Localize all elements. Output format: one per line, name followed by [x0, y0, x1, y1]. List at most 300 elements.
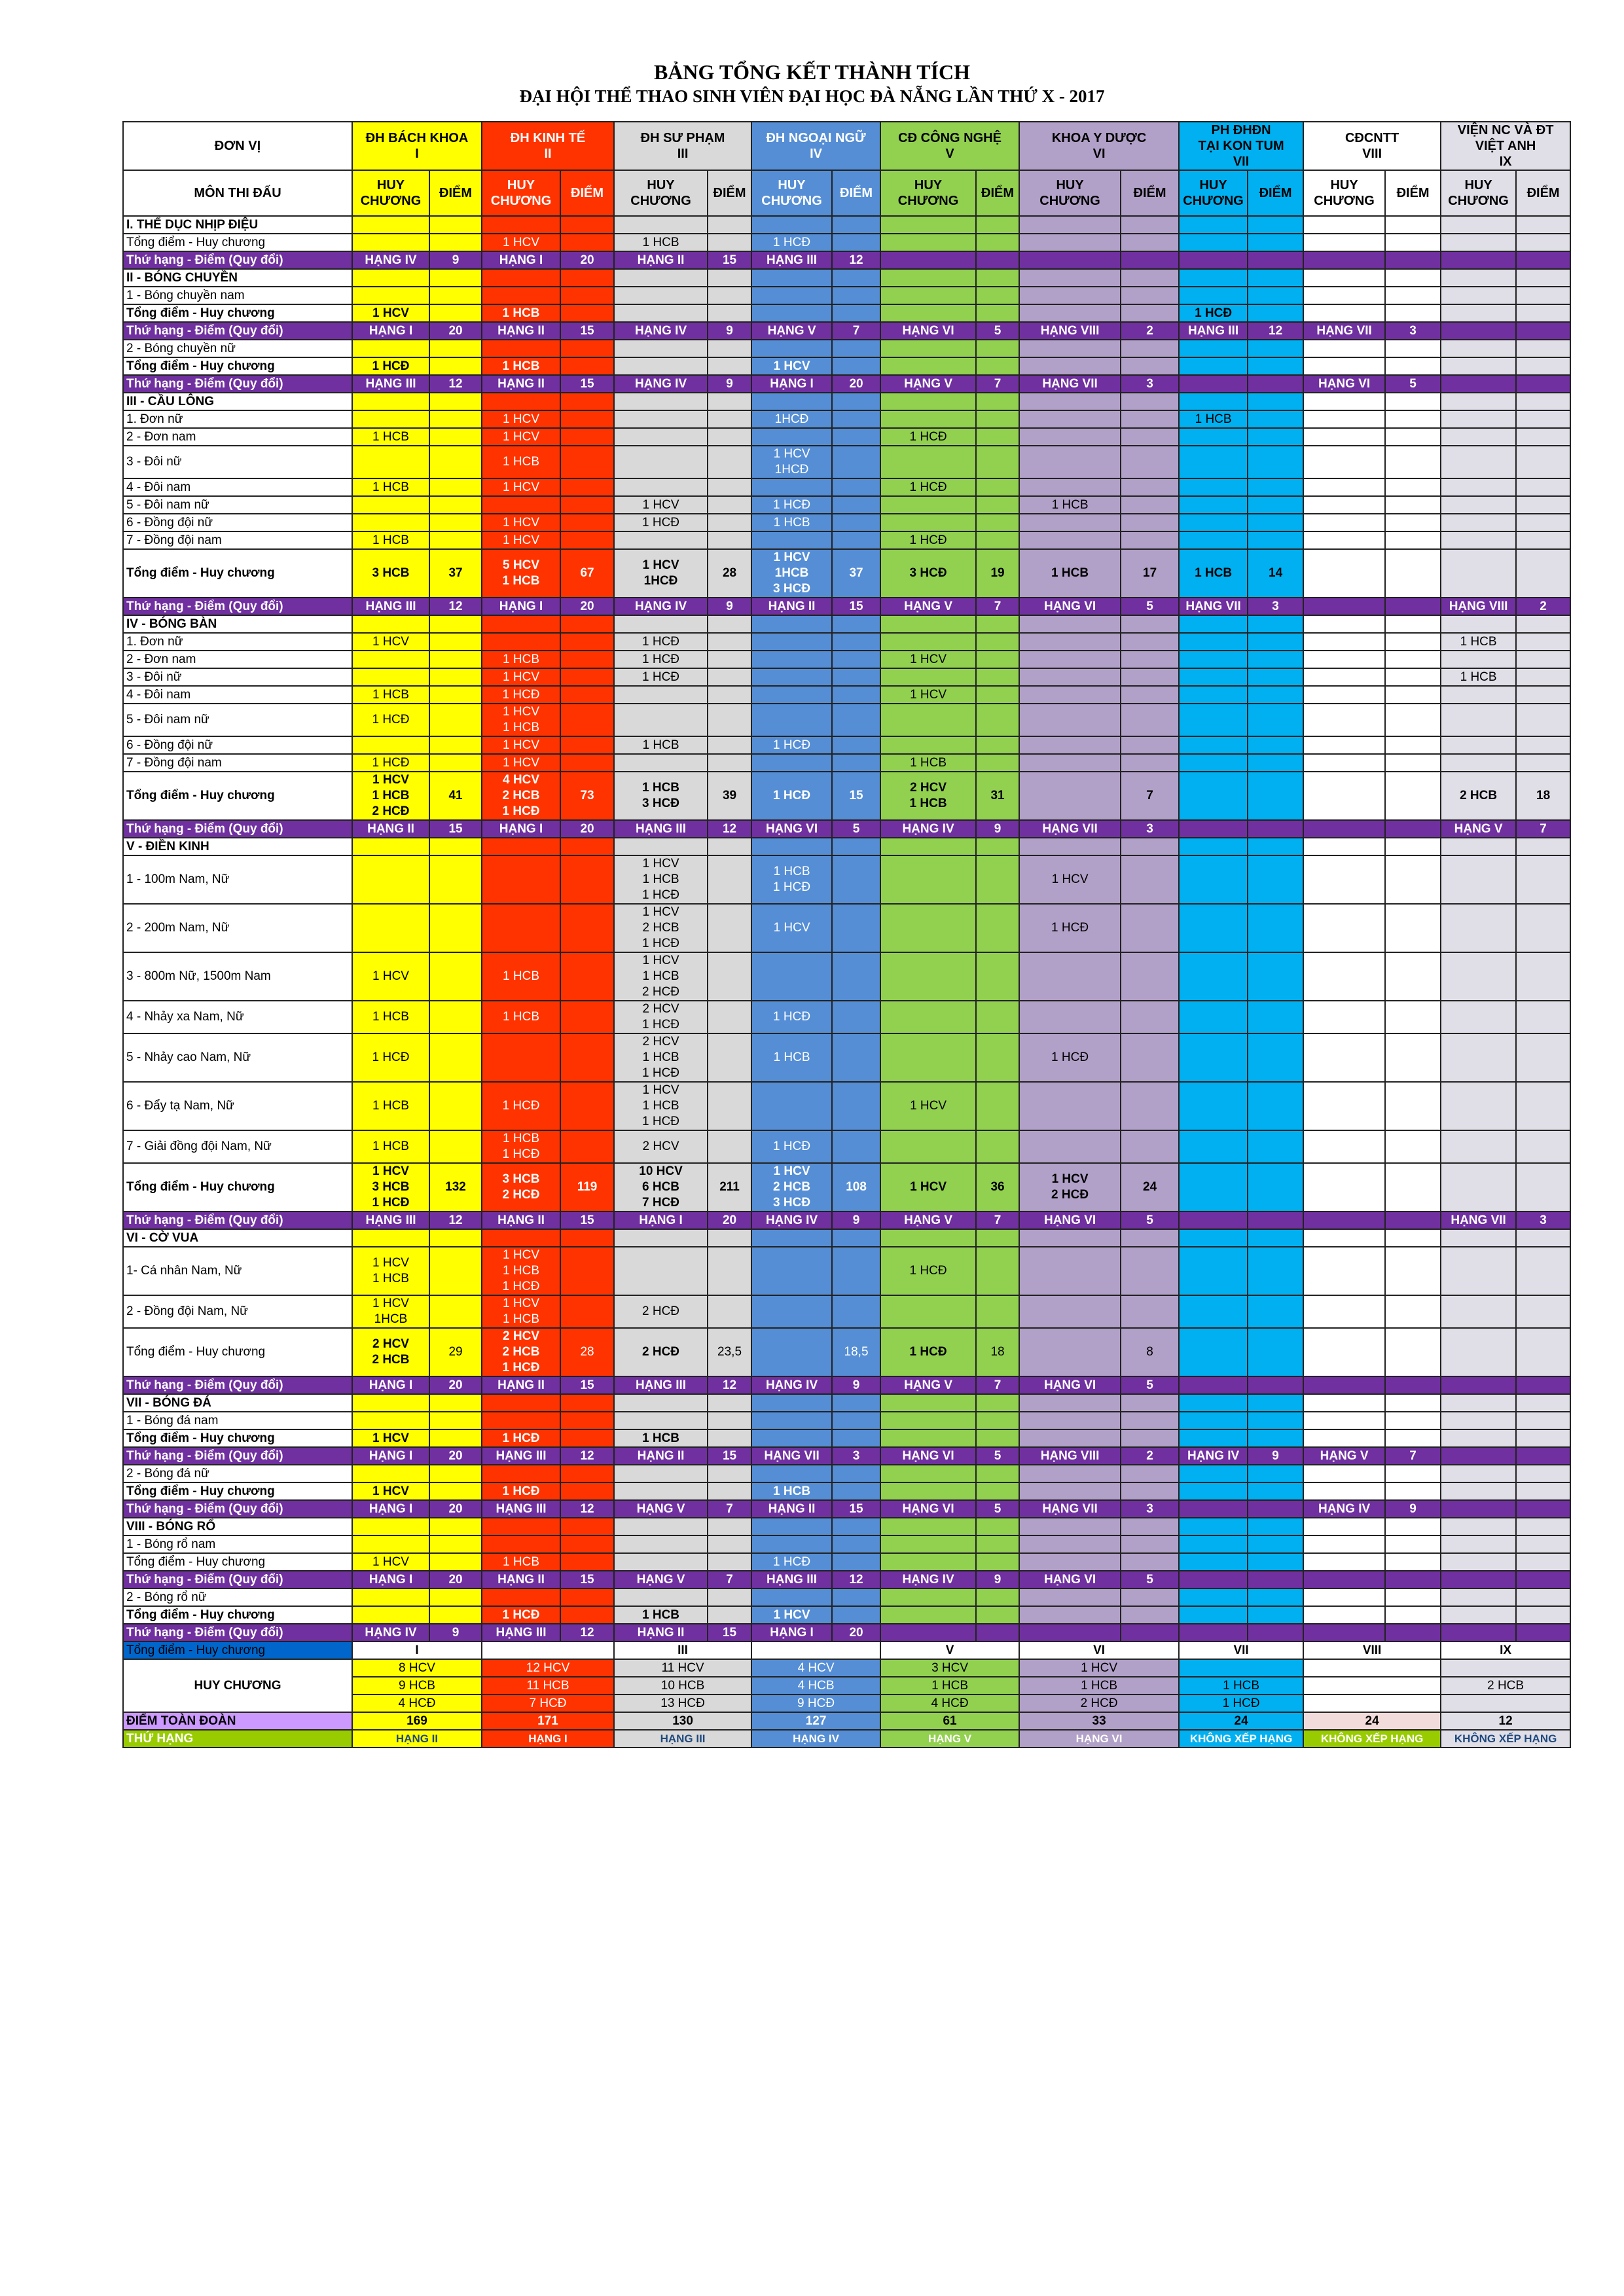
medal-cell: [1179, 514, 1248, 531]
points-cell: [1516, 234, 1570, 251]
medal-cell: [880, 736, 976, 754]
points-cell: [976, 304, 1019, 322]
points-cell: [1121, 1465, 1179, 1482]
points-cell: [1121, 287, 1179, 304]
rank-label: Thứ hạng - Điểm (Quy đổi): [123, 375, 352, 393]
points-cell: [976, 1247, 1019, 1295]
points-cell: [1385, 736, 1441, 754]
medal-cell: [1179, 615, 1248, 633]
points-cell: 9: [429, 1624, 482, 1641]
points-cell: [1516, 496, 1570, 514]
medal-cell: [1441, 1295, 1516, 1328]
summary-silver-count: 11 HCB: [482, 1677, 614, 1695]
points-cell: [976, 704, 1019, 736]
points-cell: 12: [832, 1571, 880, 1588]
unit-header: CĐCNTT VIII: [1303, 122, 1441, 170]
points-cell: [1248, 820, 1303, 838]
total-row: [123, 772, 1570, 820]
medal-cell: 1 HCĐ: [352, 1033, 429, 1082]
points-cell: [708, 754, 751, 772]
points-cell: [832, 1247, 880, 1295]
points-cell: [1248, 496, 1303, 514]
medal-cell: [880, 668, 976, 686]
medal-cell: [482, 393, 560, 410]
medal-cell: [1179, 1624, 1248, 1641]
points-cell: 12: [429, 1211, 482, 1229]
medal-cell: [1179, 855, 1248, 904]
medal-cell: [880, 1588, 976, 1606]
points-cell: [1516, 1130, 1570, 1163]
points-cell: [832, 357, 880, 375]
medal-cell: [614, 1535, 708, 1553]
medal-cell: [1179, 1247, 1248, 1295]
medal-cell: [352, 615, 429, 633]
points-cell: [1385, 1429, 1441, 1447]
medal-cell: HẠNG VII: [1441, 1211, 1516, 1229]
total-label: Tổng điểm - Huy chương: [123, 304, 352, 322]
points-cell: [429, 855, 482, 904]
event-label: 1- Cá nhân Nam, Nữ: [123, 1247, 352, 1295]
event-row: [123, 704, 1570, 736]
medal-cell: [1303, 357, 1385, 375]
medal-cell: [1441, 287, 1516, 304]
points-cell: [1121, 1535, 1179, 1553]
points-cell: 20: [560, 251, 614, 269]
medal-cell: 1 HCV 1 HCB 2 HCĐ: [352, 772, 429, 820]
medal-cell: [614, 269, 708, 287]
medal-cell: 2 HCV 2 HCB: [352, 1328, 429, 1376]
medal-cell: [1019, 1465, 1121, 1482]
points-cell: [708, 633, 751, 651]
medal-cell: [1441, 446, 1516, 478]
medal-cell: [1441, 531, 1516, 549]
medal-cell: [614, 686, 708, 704]
points-cell: [1248, 668, 1303, 686]
medal-cell: 1 HCĐ: [614, 514, 708, 531]
medal-cell: 1 HCV: [880, 686, 976, 704]
points-cell: [1516, 1447, 1570, 1465]
medal-cell: HẠNG I: [751, 1624, 832, 1641]
points-cell: [560, 234, 614, 251]
medal-cell: [352, 1465, 429, 1482]
points-cell: [1516, 514, 1570, 531]
medal-cell: [352, 393, 429, 410]
points-cell: [1248, 1624, 1303, 1641]
points-cell: 15: [832, 598, 880, 615]
medal-cell: HẠNG IV: [751, 1376, 832, 1394]
medal-cell: [880, 410, 976, 428]
medal-cell: [880, 1482, 976, 1500]
points-cell: 9: [976, 820, 1019, 838]
points-cell: [1385, 393, 1441, 410]
medal-cell: [1303, 1553, 1385, 1571]
points-cell: [560, 287, 614, 304]
medal-cell: [1441, 514, 1516, 531]
points-cell: [708, 1082, 751, 1130]
points-cell: [1121, 251, 1179, 269]
medal-cell: [1179, 1606, 1248, 1624]
medal-cell: [352, 838, 429, 855]
points-cell: [1385, 651, 1441, 668]
medal-cell: [1179, 1429, 1248, 1447]
medal-cell: HẠNG IV: [614, 598, 708, 615]
points-cell: [1516, 304, 1570, 322]
points-cell: [832, 904, 880, 952]
medal-cell: [1179, 428, 1248, 446]
medal-cell: [1303, 1130, 1385, 1163]
medal-cell: [751, 531, 832, 549]
event-row: [123, 287, 1570, 304]
medal-cell: [352, 514, 429, 531]
unit-header-label: ĐƠN VỊ: [123, 122, 352, 170]
medal-cell: 1 HCV: [482, 531, 560, 549]
points-cell: 67: [560, 549, 614, 598]
rank-row: [123, 1571, 1570, 1588]
event-row: [123, 1001, 1570, 1033]
medal-cell: 1 HCV: [482, 428, 560, 446]
medal-cell: 1 HCB: [482, 1001, 560, 1033]
points-cell: [560, 269, 614, 287]
points-cell: [1121, 393, 1179, 410]
points-cell: [1385, 952, 1441, 1001]
summary-points-value: 24: [1179, 1712, 1303, 1730]
medal-cell: HẠNG II: [751, 1500, 832, 1518]
medal-cell: [1441, 1606, 1516, 1624]
medal-cell: 1 HCV 1 HCB 2 HCĐ: [614, 952, 708, 1001]
medal-cell: [1441, 1229, 1516, 1247]
points-cell: 37: [429, 549, 482, 598]
rank-row: [123, 375, 1570, 393]
points-cell: [1248, 531, 1303, 549]
event-label: 6 - Đẩy tạ Nam, Nữ: [123, 1082, 352, 1130]
summary-rank-value: HẠNG II: [352, 1730, 482, 1748]
points-cell: [1385, 287, 1441, 304]
medal-cell: HẠNG VII: [1019, 1500, 1121, 1518]
medal-cell: [1303, 1394, 1385, 1412]
medal-cell: [880, 514, 976, 531]
summary-silver-count: 1 HCB: [880, 1677, 1019, 1695]
points-cell: [429, 216, 482, 234]
medal-cell: [1441, 234, 1516, 251]
medal-cell: [614, 1553, 708, 1571]
total-label: Tổng điểm - Huy chương: [123, 234, 352, 251]
points-cell: 15: [560, 322, 614, 340]
points-cell: [1516, 1535, 1570, 1553]
event-label: 2 - Bóng chuyền nữ: [123, 340, 352, 357]
points-cell: [1385, 1535, 1441, 1553]
points-cell: [832, 1130, 880, 1163]
medal-cell: [1019, 1429, 1121, 1447]
medal-cell: [1441, 1553, 1516, 1571]
medal-cell: [1303, 1465, 1385, 1482]
medal-cell: [1019, 1606, 1121, 1624]
points-cell: [1121, 1482, 1179, 1500]
points-cell: [1385, 838, 1441, 855]
points-cell: 9: [429, 251, 482, 269]
medal-cell: [1441, 1465, 1516, 1482]
medal-cell: 1 HCĐ: [352, 704, 429, 736]
points-cell: [708, 446, 751, 478]
medal-cell: [1441, 1624, 1516, 1641]
medal-cell: [1179, 668, 1248, 686]
points-cell: [1121, 838, 1179, 855]
points-cell: [429, 304, 482, 322]
points-cell: [429, 1394, 482, 1412]
points-cell: [1385, 1033, 1441, 1082]
event-label: 5 - Đôi nam nữ: [123, 496, 352, 514]
points-cell: [832, 287, 880, 304]
rank-row: [123, 1376, 1570, 1394]
medal-cell: 1 HCV 1 HCB: [482, 1295, 560, 1328]
medal-cell: [1179, 1376, 1248, 1394]
summary-rank-value: KHÔNG XẾP HẠNG: [1303, 1730, 1441, 1748]
medal-cell: 1 HCĐ: [352, 754, 429, 772]
points-cell: [1516, 615, 1570, 633]
medal-cell: HẠNG II: [614, 251, 708, 269]
points-cell: [1248, 736, 1303, 754]
medal-cell: HẠNG VIII: [1019, 1447, 1121, 1465]
event-label: 2 - Đơn nam: [123, 428, 352, 446]
points-cell: 5: [1121, 1376, 1179, 1394]
section-row: [123, 838, 1570, 855]
medal-cell: [751, 340, 832, 357]
points-cell: 5: [1121, 598, 1179, 615]
points-cell: [1385, 633, 1441, 651]
points-cell: 15: [560, 1376, 614, 1394]
medal-cell: [1303, 651, 1385, 668]
points-cell: [1248, 754, 1303, 772]
points-cell: [1516, 357, 1570, 375]
points-cell: [560, 1535, 614, 1553]
medal-cell: HẠNG V: [880, 1211, 976, 1229]
medal-cell: HẠNG II: [482, 1571, 560, 1588]
medal-cell: [880, 340, 976, 357]
medal-cell: HẠNG VI: [880, 1500, 976, 1518]
points-cell: [1385, 820, 1441, 838]
medal-cell: [880, 304, 976, 322]
medal-cell: [1303, 855, 1385, 904]
medal-cell: [751, 1535, 832, 1553]
summary-points-label: ĐIỂM TOÀN ĐOÀN: [123, 1712, 352, 1730]
medal-cell: 1 HCV: [482, 514, 560, 531]
medal-cell: [1441, 1447, 1516, 1465]
points-cell: [1248, 393, 1303, 410]
points-cell: 7: [832, 322, 880, 340]
medal-cell: [1019, 1082, 1121, 1130]
points-cell: [708, 651, 751, 668]
medal-cell: [482, 1229, 560, 1247]
medal-cell: HẠNG III: [1179, 322, 1248, 340]
points-cell: [1516, 1412, 1570, 1429]
medal-cell: 1 HCV 1HCB: [352, 1295, 429, 1328]
medal-cell: [1303, 598, 1385, 615]
section-label: VII - BÓNG ĐÁ: [123, 1394, 352, 1412]
points-cell: [1385, 1588, 1441, 1606]
points-cell: [708, 1606, 751, 1624]
summary-gold-count: 12 HCV: [482, 1659, 614, 1677]
points-cell: [1385, 1553, 1441, 1571]
points-cell: [560, 838, 614, 855]
medal-cell: HẠNG III: [751, 1571, 832, 1588]
points-cell: [976, 1429, 1019, 1447]
points-cell: [1121, 1606, 1179, 1624]
points-cell: [1385, 855, 1441, 904]
medal-cell: 1 HCĐ: [614, 633, 708, 651]
medal-cell: [614, 340, 708, 357]
medal-cell: [880, 216, 976, 234]
medal-cell: [352, 234, 429, 251]
points-cell: [1385, 704, 1441, 736]
medal-cell: [1303, 952, 1385, 1001]
medal-cell: 5 HCV 1 HCB: [482, 549, 560, 598]
points-cell: 5: [976, 1500, 1019, 1518]
points-cell: 20: [832, 375, 880, 393]
points-cell: [1516, 1247, 1570, 1295]
points-cell: [1121, 357, 1179, 375]
medal-cell: [751, 1465, 832, 1482]
summary-gold-count: 3 HCV: [880, 1659, 1019, 1677]
points-cell: [708, 1295, 751, 1328]
medal-cell: 1 HCB: [1179, 410, 1248, 428]
medal-cell: [1019, 1247, 1121, 1295]
points-cell: 15: [832, 772, 880, 820]
points-cell: 3: [1248, 598, 1303, 615]
points-cell: 3: [1516, 1211, 1570, 1229]
rank-row: [123, 1447, 1570, 1465]
points-cell: [708, 1588, 751, 1606]
medal-cell: [1441, 304, 1516, 322]
medal-cell: [1303, 772, 1385, 820]
points-cell: 15: [560, 1211, 614, 1229]
points-cell: [1248, 1328, 1303, 1376]
medal-cell: [1019, 531, 1121, 549]
medal-cell: [1303, 1482, 1385, 1500]
summary-points-value: 33: [1019, 1712, 1179, 1730]
points-cell: [429, 428, 482, 446]
points-cell: 5: [976, 322, 1019, 340]
medal-cell: [614, 304, 708, 322]
medal-cell: 1 HCB: [751, 1482, 832, 1500]
points-cell: [1516, 269, 1570, 287]
medal-cell: 1 HCV: [482, 234, 560, 251]
medal-cell: [614, 704, 708, 736]
medal-cell: 10 HCV 6 HCB 7 HCĐ: [614, 1163, 708, 1211]
medal-cell: 1 HCB: [880, 754, 976, 772]
medal-cell: [1179, 234, 1248, 251]
medal-cell: HẠNG VII: [1019, 375, 1121, 393]
medal-cell: 1 HCĐ: [614, 651, 708, 668]
medal-cell: [614, 287, 708, 304]
medal-cell: 1 HCV: [880, 1163, 976, 1211]
summary-bronze-count: 4 HCĐ: [352, 1695, 482, 1712]
points-cell: [1385, 1394, 1441, 1412]
points-cell: [1385, 304, 1441, 322]
section-label: V - ĐIỀN KINH: [123, 838, 352, 855]
points-cell: 9: [708, 322, 751, 340]
medal-cell: [352, 446, 429, 478]
medal-cell: HẠNG VI: [1019, 1376, 1121, 1394]
medal-cell: [880, 1535, 976, 1553]
points-cell: [976, 234, 1019, 251]
points-cell: [1385, 1130, 1441, 1163]
points-cell: [1121, 1553, 1179, 1571]
points-cell: [1385, 772, 1441, 820]
points-cell: [1121, 1429, 1179, 1447]
points-cell: [1516, 904, 1570, 952]
points-cell: [708, 1429, 751, 1447]
medal-cell: HẠNG V: [1441, 820, 1516, 838]
medal-cell: [614, 1588, 708, 1606]
points-cell: [976, 1482, 1019, 1500]
medal-cell: 1 HCV: [751, 1606, 832, 1624]
points-cell: [832, 736, 880, 754]
points-cell: [976, 651, 1019, 668]
medal-cell: HẠNG VI: [880, 1447, 976, 1465]
summary-bronze-count: 7 HCĐ: [482, 1695, 614, 1712]
medal-cell: 1 HCĐ: [880, 1247, 976, 1295]
medal-cell: [352, 736, 429, 754]
points-cell: [1248, 1247, 1303, 1295]
points-cell: 19: [976, 549, 1019, 598]
summary-silver-count: 9 HCB: [352, 1677, 482, 1695]
points-cell: [1516, 1163, 1570, 1211]
medal-cell: [1441, 952, 1516, 1001]
event-row: [123, 1130, 1570, 1163]
medal-cell: [751, 1588, 832, 1606]
event-row: [123, 952, 1570, 1001]
medal-cell: 1 HCV: [482, 668, 560, 686]
points-cell: 12: [708, 820, 751, 838]
points-cell: [708, 1033, 751, 1082]
points-cell: [708, 704, 751, 736]
medal-cell: [1179, 736, 1248, 754]
medal-cell: 1 HCV 1 HCB 1 HCĐ: [614, 1082, 708, 1130]
medal-cell: HẠNG II: [751, 598, 832, 615]
points-cell: 20: [429, 1500, 482, 1518]
points-cell: [976, 668, 1019, 686]
medal-cell: [1179, 651, 1248, 668]
event-label: 2 - 200m Nam, Nữ: [123, 904, 352, 952]
medal-cell: [880, 496, 976, 514]
medal-cell: [1303, 615, 1385, 633]
points-cell: 15: [708, 251, 751, 269]
points-cell: [560, 1033, 614, 1082]
points-cell: [976, 1588, 1019, 1606]
medal-cell: HẠNG IV: [352, 1624, 429, 1641]
medal-cell: 1 HCB: [352, 531, 429, 549]
medal-cell: 1 HCV 1 HCB: [352, 1247, 429, 1295]
points-cell: 5: [976, 1447, 1019, 1465]
points-cell: [1121, 1082, 1179, 1130]
medal-cell: 1 HCĐ: [880, 428, 976, 446]
medal-cell: [1441, 838, 1516, 855]
points-cell: [832, 410, 880, 428]
points-cell: 7: [976, 1376, 1019, 1394]
summary-rank-row: [123, 1730, 1570, 1748]
points-cell: [1121, 269, 1179, 287]
points-cell: [976, 736, 1019, 754]
points-cell: [560, 1082, 614, 1130]
points-cell: [832, 1518, 880, 1535]
points-cell: [976, 478, 1019, 496]
medal-cell: [880, 1130, 976, 1163]
medal-cell: [482, 633, 560, 651]
medal-cell: [1179, 1465, 1248, 1482]
medal-cell: HẠNG VII: [1303, 322, 1385, 340]
medal-cell: 1 HCB: [352, 1082, 429, 1130]
medal-cell: [1441, 1412, 1516, 1429]
medal-cell: 1 HCĐ: [751, 772, 832, 820]
